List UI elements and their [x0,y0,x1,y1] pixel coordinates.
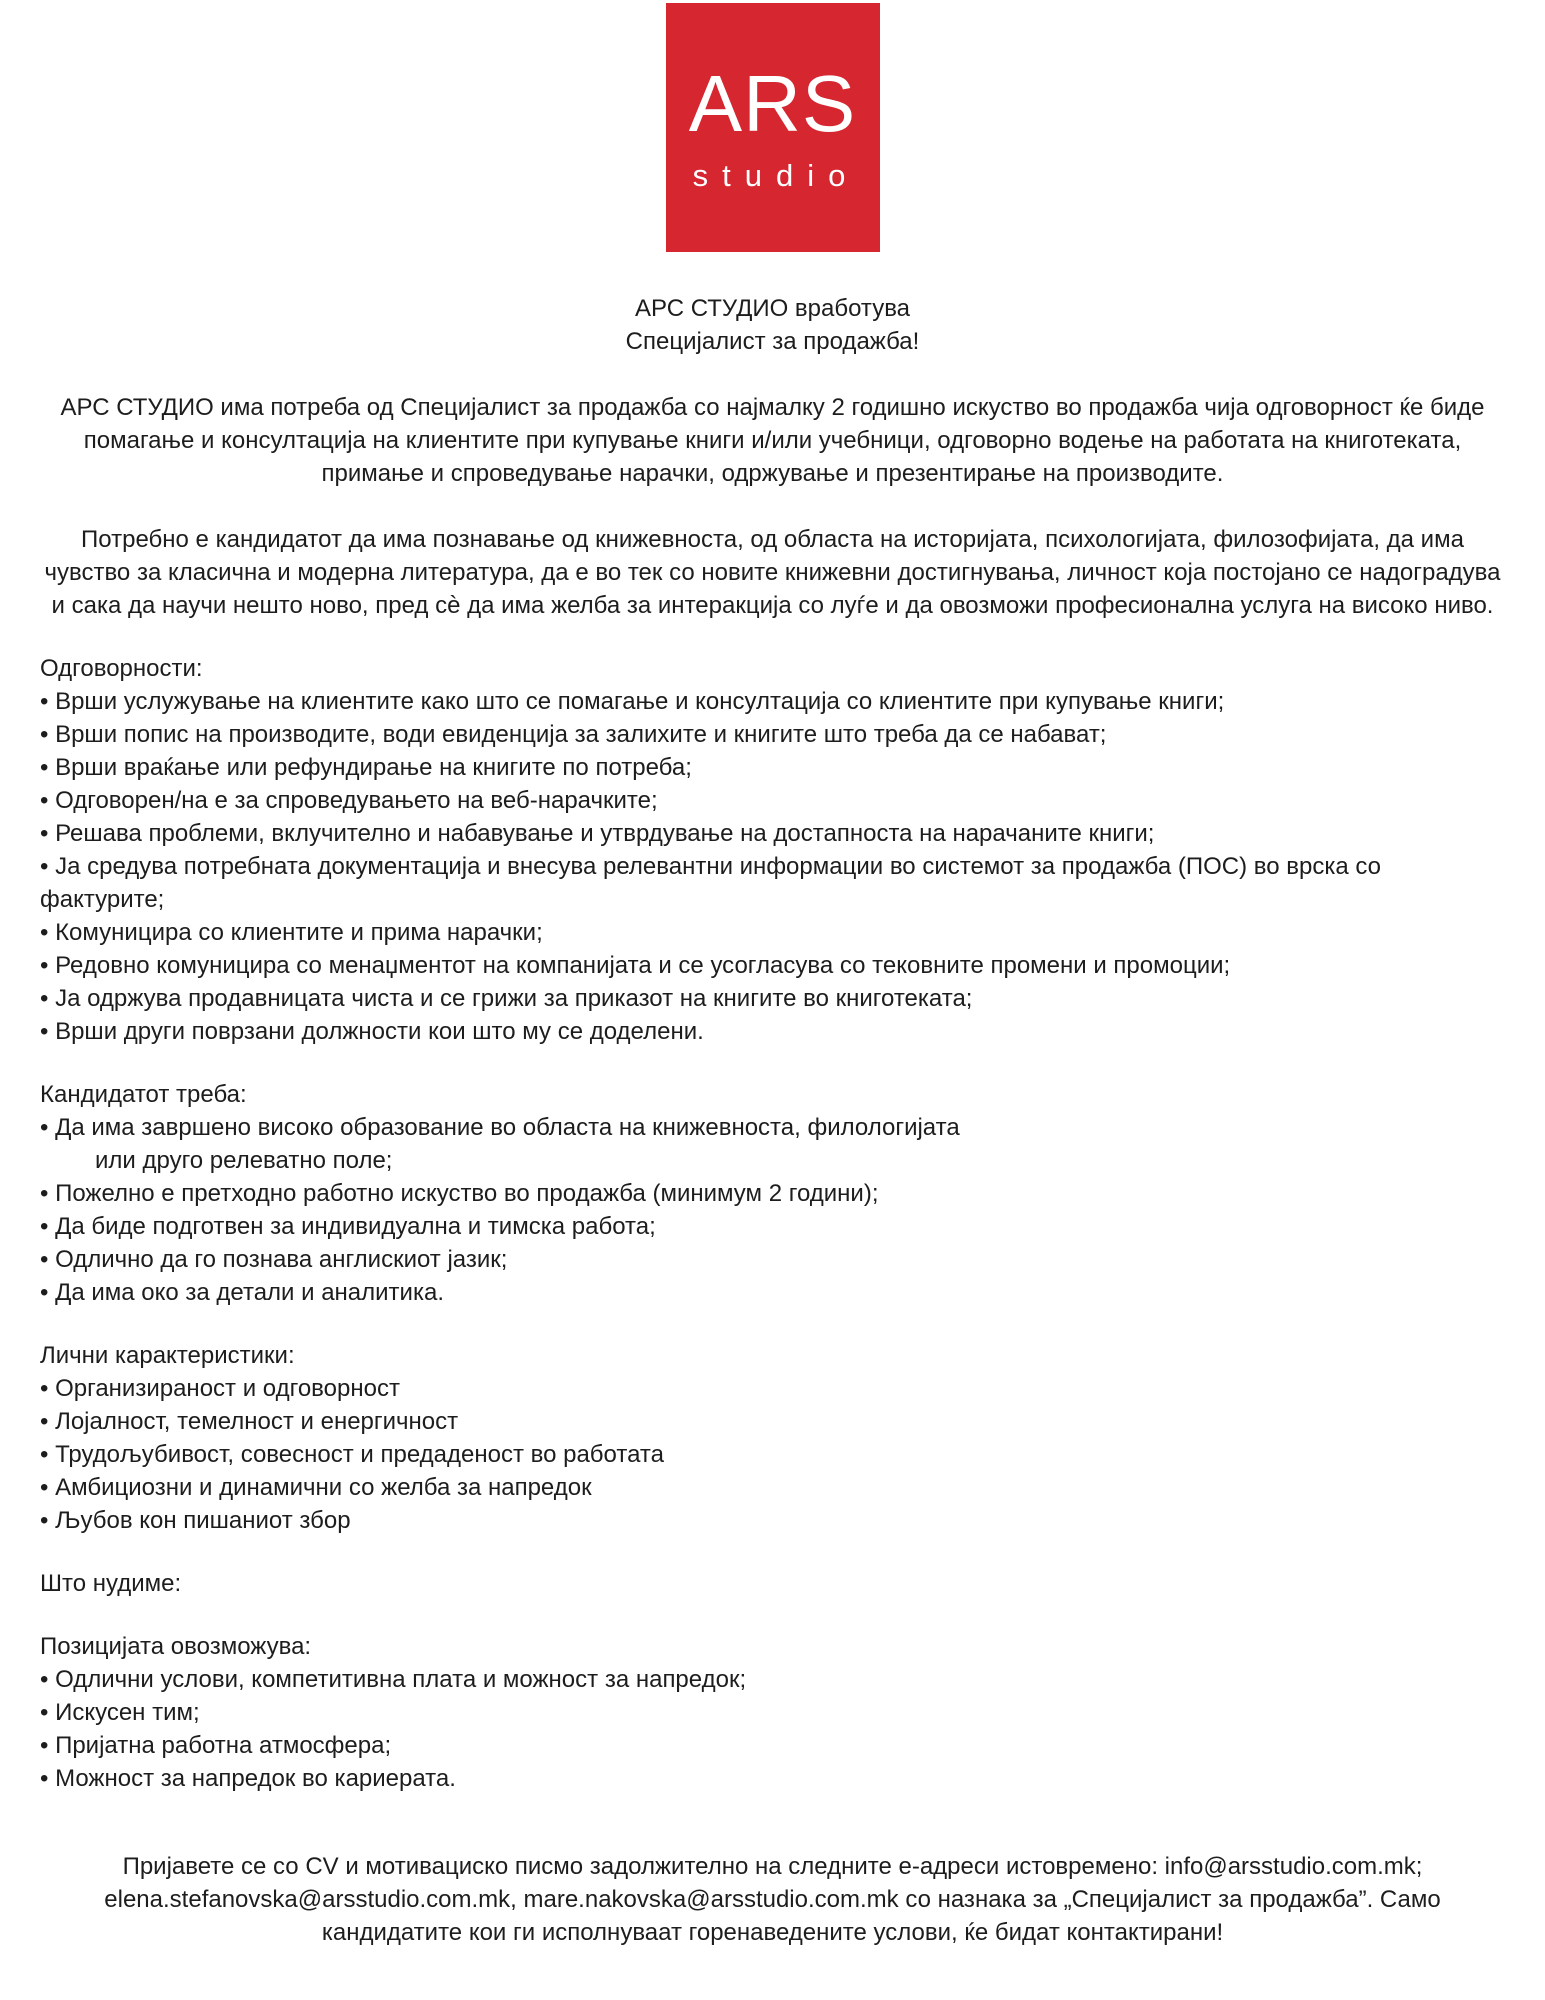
list-item: • Пожелно е претходно работно искуство во продажба (минимум 2 години); [40,1177,1505,1210]
logo-text-studio: studio [692,158,860,193]
section-candidate-requirements [40,1078,1505,1309]
list-item: • Редовно комуницира со менаџментот на компанијата и се усогласува со тековните промени и промоции; [40,949,1505,982]
intro-paragraph-2: Потребно е кандидатот да има познавање од книжевноста, од областа на историјата, психологијата, филозофијата, да има чувство за класична и модерна литература, да е во тек со новите книжевни достигнувања, личност која постојано се надоградува и сака да научи нешто ново, пред сѐ да има желба за интеракција со луѓе и да овозможи професионална услуга на високо ниво. [44,526,1501,619]
list-item: • Да има око за детали и аналитика. [40,1276,1505,1309]
application-instructions: Пријавете се со CV и мотивациско писмо задолжително на следните е-адреси истовремено: info@arsstudio.com.mk; elena.stefanovska@arsstudio.com.mk, mare.nakovska@arsstudio.com.mk со назнака за „Специјалист за продажба”. Само кандидатите кои ги исполнуваат горенаведените услови, ќе бидат контактирани! [104,1853,1441,1946]
candidate-heading: Кандидатот треба: [40,1081,247,1108]
list-item: • Врши други поврзани должности кои што му се доделени. [40,1015,1505,1048]
title-line-1: АРС СТУДИО вработува [634,295,911,322]
intro-paragraph-1: АРС СТУДИО има потреба од Специјалист за продажба со најмалку 2 годишно искуство во продажба чија одговорност ќе биде помагање и консултација на клиентите при купување книги и/или учебници, одговорно водење на работата на книготеката, примање и спроведување нарачки, одржување и презентирање на производите. [60,394,1485,487]
list-item: • Да биде подготвен за индивидуална и тимска работа; [40,1210,1505,1243]
list-item: • Можност за напредок во кариерата. [40,1762,1505,1795]
section-personal-characteristics [40,1339,1505,1537]
list-item: • Амбициозни и динамични со желба за напредок [40,1471,1505,1504]
section-responsibilities [40,652,1505,1048]
page-title [40,292,1505,358]
position-heading: Позицијата овозможува: [40,1633,312,1660]
logo-text-ars: ARS [688,59,857,148]
list-item: • Одлично да го познава англискиот јазик; [40,1243,1505,1276]
list-item: • Одлични услови, компетитивна плата и можност за напредок; [40,1663,1505,1696]
list-item: • Пријатна работна атмосфера; [40,1729,1505,1762]
list-item: или друго релеватно поле; [95,1147,393,1174]
list-item: • Да има завршено високо образование во областа на книжевноста, филологијата [40,1111,1505,1144]
list-item: • Решава проблеми, вклучително и набавување и утврдување на достапноста на нарачаните книги; [40,817,1505,850]
candidate-list [40,1111,1505,1309]
list-item: • Врши враќање или рефундирање на книгите по потреба; [40,751,1505,784]
responsibilities-heading: Одговорности: [40,655,203,682]
list-item: • Ја одржува продавницата чиста и се грижи за приказот на книгите во книготеката; [40,982,1505,1015]
offer-heading: Што нудиме: [40,1570,182,1597]
title-line-2: Специјалист за продажба! [625,328,920,355]
personal-list [40,1372,1505,1537]
ars-studio-logo [666,3,880,252]
section-offer [40,1567,1505,1600]
list-item: • Лојалност, темелност и енергичност [40,1405,1505,1438]
list-item: • Трудољубивост, совесност и предаденост во работата [40,1438,1505,1471]
list-item: • Искусен тим; [40,1696,1505,1729]
responsibilities-list [40,685,1505,1048]
list-item: • Ја средува потребната документација и внесува релевантни информации во системот за продажба (ПОС) во врска со фактурите; [40,850,1505,916]
list-item: • Комуницира со клиентите и прима нарачки; [40,916,1505,949]
list-item: • Љубов кон пишаниот збор [40,1504,1505,1537]
list-item: • Врши услужување на клиентите како што се помагање и консултација со клиентите при купување книги; [40,685,1505,718]
list-item: • Одговорен/на е за спроведувањето на веб-нарачките; [40,784,1505,817]
list-item: • Организираност и одговорност [40,1372,1505,1405]
section-position-benefits [40,1630,1505,1795]
position-list [40,1663,1505,1795]
list-item: • Врши попис на производите, води евиденција за залихите и книгите што треба да се набават; [40,718,1505,751]
personal-heading: Лични карактеристики: [40,1342,295,1369]
